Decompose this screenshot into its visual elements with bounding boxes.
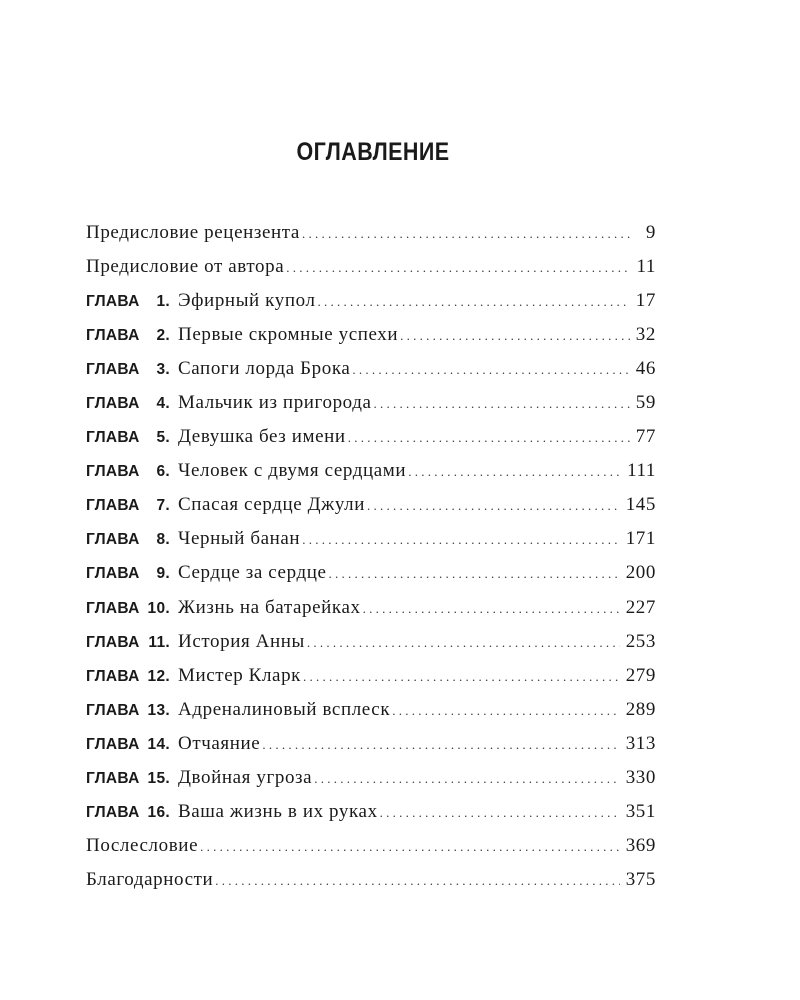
- dot-leader: [302, 532, 619, 548]
- chapter-word: ГЛАВА: [86, 395, 140, 413]
- page-number: 32: [635, 324, 656, 346]
- chapter-number: 10.: [147, 599, 170, 617]
- page-number: 351: [625, 800, 656, 822]
- chapter-label: [86, 531, 170, 549]
- chapter-number: 1.: [156, 293, 170, 311]
- chapter-number: 4.: [156, 395, 170, 413]
- dot-leader: [329, 566, 620, 582]
- page-number: 9: [645, 222, 656, 243]
- dot-leader: [348, 430, 630, 446]
- page-title: ОГЛАВЛЕНИЕ: [296, 138, 450, 166]
- dot-leader: [352, 362, 629, 378]
- toc-entry[interactable]: [86, 392, 656, 426]
- entry-title: Предисловие рецензента: [86, 222, 300, 243]
- entry-title: Сердце за сердце: [178, 562, 327, 584]
- page-number: 200: [625, 562, 656, 584]
- entry-title: Эфирный купол: [178, 290, 316, 312]
- chapter-label: [86, 395, 170, 413]
- chapter-label: [86, 634, 170, 652]
- chapter-word: ГЛАВА: [86, 531, 140, 549]
- chapter-label: [86, 600, 170, 618]
- dot-leader: [286, 260, 630, 276]
- dot-leader: [314, 771, 619, 787]
- page-number: 375: [625, 868, 656, 890]
- chapter-label: [86, 770, 170, 788]
- page-number: 253: [625, 630, 656, 652]
- chapter-label: [86, 429, 170, 447]
- entry-title: Отчаяние: [178, 732, 261, 754]
- chapter-number: 12.: [147, 667, 170, 685]
- page-number: 59: [635, 392, 656, 414]
- entry-title: Жизнь на батарейках: [178, 596, 361, 618]
- toc-entry[interactable]: [86, 869, 656, 903]
- toc-entry[interactable]: [86, 562, 656, 596]
- chapter-label: [86, 463, 170, 481]
- toc-entry[interactable]: [86, 733, 656, 767]
- chapter-word: ГЛАВА: [86, 565, 140, 583]
- dot-leader: [400, 328, 630, 344]
- toc-entry[interactable]: [86, 324, 656, 358]
- dot-leader: [307, 635, 620, 651]
- toc-entry[interactable]: [86, 460, 656, 494]
- page-number: 111: [627, 460, 656, 482]
- chapter-word: ГЛАВА: [86, 327, 140, 345]
- dot-leader: [408, 464, 621, 480]
- table-of-contents: [86, 222, 656, 903]
- entry-title: Первые скромные успехи: [178, 324, 399, 346]
- chapter-number: 6.: [156, 463, 170, 481]
- chapter-word: ГЛАВА: [86, 803, 140, 821]
- toc-entry[interactable]: [86, 290, 656, 324]
- entry-title: Человек с двумя сердцами: [178, 460, 407, 482]
- dot-leader: [215, 873, 619, 889]
- entry-title: Послесловие: [86, 834, 199, 856]
- chapter-label: [86, 293, 170, 311]
- page-number: 145: [625, 494, 656, 516]
- entry-title: Двойная угроза: [178, 766, 313, 788]
- toc-entry[interactable]: [86, 767, 656, 801]
- page-number: 330: [625, 766, 656, 788]
- chapter-word: ГЛАВА: [86, 429, 140, 447]
- entry-title: Сапоги лорда Брока: [178, 358, 351, 380]
- chapter-number: 11.: [148, 633, 170, 651]
- dot-leader: [380, 805, 620, 821]
- entry-title: Мистер Кларк: [178, 664, 301, 686]
- dot-leader: [303, 669, 620, 685]
- entry-title: Предисловие от автора: [86, 256, 285, 278]
- chapter-number: 7.: [156, 497, 170, 515]
- toc-entry[interactable]: [86, 358, 656, 392]
- entry-title: Девушка без имени: [178, 426, 346, 448]
- chapter-label: [86, 327, 170, 345]
- chapter-number: 5.: [156, 429, 170, 447]
- dot-leader: [392, 703, 620, 719]
- entry-title: Благодарности: [86, 868, 214, 890]
- entry-title: Спасая сердце Джули: [178, 494, 366, 516]
- chapter-word: ГЛАВА: [86, 361, 140, 379]
- chapter-label: [86, 702, 170, 720]
- chapter-number: 13.: [147, 701, 170, 719]
- toc-entry[interactable]: [86, 494, 656, 528]
- toc-entry[interactable]: [86, 835, 656, 869]
- entry-title: История Анны: [178, 630, 305, 652]
- toc-entry[interactable]: [86, 665, 656, 699]
- page-number: 77: [635, 426, 656, 448]
- page-number: 279: [625, 664, 656, 686]
- dot-leader: [262, 737, 619, 753]
- chapter-label: [86, 804, 170, 822]
- chapter-label: [86, 668, 170, 686]
- chapter-word: ГЛАВА: [86, 599, 140, 617]
- chapter-word: ГЛАВА: [86, 463, 140, 481]
- entry-title: Черный банан: [178, 528, 301, 550]
- toc-entry[interactable]: [86, 222, 656, 256]
- chapter-word: ГЛАВА: [86, 701, 140, 719]
- page-number: 289: [625, 698, 656, 720]
- toc-entry[interactable]: [86, 597, 656, 631]
- page-number: 227: [625, 596, 656, 618]
- chapter-number: 8.: [156, 531, 170, 549]
- toc-entry[interactable]: [86, 801, 656, 835]
- dot-leader: [318, 294, 630, 310]
- page-number: 369: [625, 834, 656, 856]
- chapter-number: 15.: [147, 769, 170, 787]
- page-number: 11: [636, 256, 656, 278]
- chapter-word: ГЛАВА: [86, 769, 140, 787]
- toc-entry[interactable]: [86, 528, 656, 562]
- chapter-label: [86, 497, 170, 515]
- entry-title: Ваша жизнь в их руках: [178, 800, 378, 822]
- dot-leader: [367, 498, 620, 514]
- entry-title: Мальчик из пригорода: [178, 392, 372, 414]
- chapter-number: 14.: [147, 735, 170, 753]
- toc-entry[interactable]: [86, 699, 656, 733]
- chapter-label: [86, 736, 170, 754]
- chapter-number: 3.: [156, 361, 170, 379]
- page-number: 171: [625, 528, 656, 550]
- chapter-word: ГЛАВА: [86, 633, 140, 651]
- page-number: 46: [635, 358, 656, 380]
- toc-entry[interactable]: [86, 426, 656, 460]
- chapter-word: ГЛАВА: [86, 667, 140, 685]
- entry-title: Адреналиновый всплеск: [178, 698, 391, 720]
- dot-leader: [374, 396, 630, 412]
- toc-entry[interactable]: [86, 631, 656, 665]
- chapter-number: 16.: [147, 803, 170, 821]
- page-number: 17: [635, 290, 656, 312]
- dot-leader: [200, 839, 620, 855]
- page-number: 313: [625, 732, 656, 754]
- chapter-word: ГЛАВА: [86, 735, 140, 753]
- chapter-label: [86, 565, 170, 583]
- chapter-number: 9.: [156, 565, 170, 583]
- chapter-word: ГЛАВА: [86, 293, 140, 311]
- chapter-word: ГЛАВА: [86, 497, 140, 515]
- chapter-label: [86, 361, 170, 379]
- chapter-number: 2.: [156, 327, 170, 345]
- dot-leader: [302, 226, 632, 242]
- toc-entry[interactable]: [86, 256, 656, 290]
- dot-leader: [363, 601, 620, 617]
